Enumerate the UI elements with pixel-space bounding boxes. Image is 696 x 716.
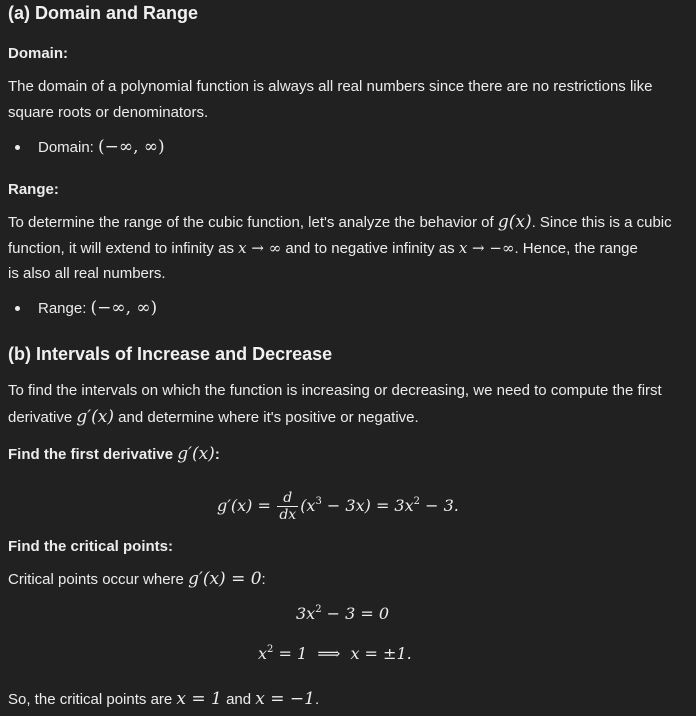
critical-equation-1 — [296, 604, 389, 624]
domain-text-line-1: The domain of a polynomial function is always all real numbers since there are no restrictions like — [8, 78, 653, 95]
derivative-equation — [217, 480, 459, 529]
eq3-b: = 1 ⟹ x = ±1. — [273, 644, 412, 663]
range-bullet — [38, 295, 157, 322]
range-text-line-3: is also all real numbers. — [8, 265, 166, 282]
critical-text-pre: Critical points occur where — [8, 571, 184, 588]
range-text-2-mid: and to negative infinity as — [285, 240, 455, 257]
section-a-heading: (a) Domain and Range — [8, 3, 199, 23]
intro-2-post: and determine where it's positive or negative. — [118, 409, 419, 426]
range-text-2-pre: function, it will extend to infinity as — [8, 240, 234, 257]
conclusion-mid: and — [226, 691, 252, 708]
eq2-exp: 2 — [315, 604, 322, 615]
critical-text-post: : — [261, 571, 266, 588]
section-b-heading: (b) Intervals of Increase and Decrease — [8, 344, 333, 364]
intro-line-2 — [8, 404, 419, 431]
eq-rhs-1: (x — [300, 496, 316, 515]
domain-label: Domain: — [8, 45, 68, 62]
conclusion-math-1: x = 1 — [176, 689, 222, 709]
range-text-2-post: . Hence, the range — [514, 240, 638, 257]
critical-points-label: Find the critical points: — [8, 538, 174, 555]
eq2-b: − 3 = 0 — [321, 604, 390, 623]
range-bullet-value: (−∞, ∞) — [90, 298, 158, 318]
eq-rhs-2: − 3x) = 3x — [321, 496, 414, 515]
range-text-line-1 — [8, 209, 672, 236]
first-derivative-label — [8, 444, 220, 464]
domain-bullet — [38, 134, 165, 161]
eq-fraction — [277, 490, 298, 523]
eq-rhs-exp-1: 3 — [315, 496, 322, 507]
conclusion-text — [8, 686, 319, 713]
domain-bullet-dot — [15, 145, 20, 150]
eq-rhs-3: − 3. — [420, 496, 459, 515]
first-derivative-fn: g′(x) — [177, 444, 215, 464]
range-text-1-post: . Since this is a cubic — [531, 214, 672, 231]
eq2-a: 3x — [296, 604, 316, 623]
critical-points-text — [8, 566, 266, 593]
critical-equation-2 — [258, 644, 412, 664]
range-text-2-math-1: x → ∞ — [238, 239, 282, 257]
domain-bullet-label: Domain: — [38, 139, 94, 156]
eq-frac-num: d — [283, 490, 293, 507]
conclusion-post: . — [314, 691, 320, 708]
domain-bullet-value: (−∞, ∞) — [98, 137, 165, 157]
intro-2-fn: g′(x) — [76, 407, 114, 427]
first-derivative-colon: : — [214, 446, 220, 463]
range-label: Range: — [8, 181, 59, 198]
range-bullet-label: Range: — [38, 300, 87, 317]
range-text-1-fn: g(x) — [497, 212, 532, 232]
range-text-line-2 — [8, 235, 638, 262]
range-text-2-math-2: x → −∞ — [458, 239, 515, 257]
conclusion-pre: So, the critical points are — [8, 691, 173, 708]
eq3-a: x — [258, 644, 268, 663]
range-bullet-dot — [15, 306, 20, 311]
domain-text-line-2: square roots or denominators. — [8, 104, 209, 121]
first-derivative-label-text: Find the first derivative — [8, 446, 174, 463]
eq-frac-den: dx — [279, 507, 297, 524]
range-text-1-pre: To determine the range of the cubic function, let's analyze the behavior of — [8, 214, 494, 231]
intro-2-pre: derivative — [8, 409, 73, 426]
eq-rhs-exp-2: 2 — [413, 496, 421, 507]
eq-lhs: g′(x) = — [217, 496, 271, 515]
intro-line-1: To find the intervals on which the function is increasing or decreasing, we need to compute the first — [8, 382, 662, 399]
conclusion-math-2: x = −1 — [255, 689, 315, 709]
eq3-exp: 2 — [267, 644, 274, 655]
critical-text-math: g′(x) = 0 — [188, 569, 262, 589]
